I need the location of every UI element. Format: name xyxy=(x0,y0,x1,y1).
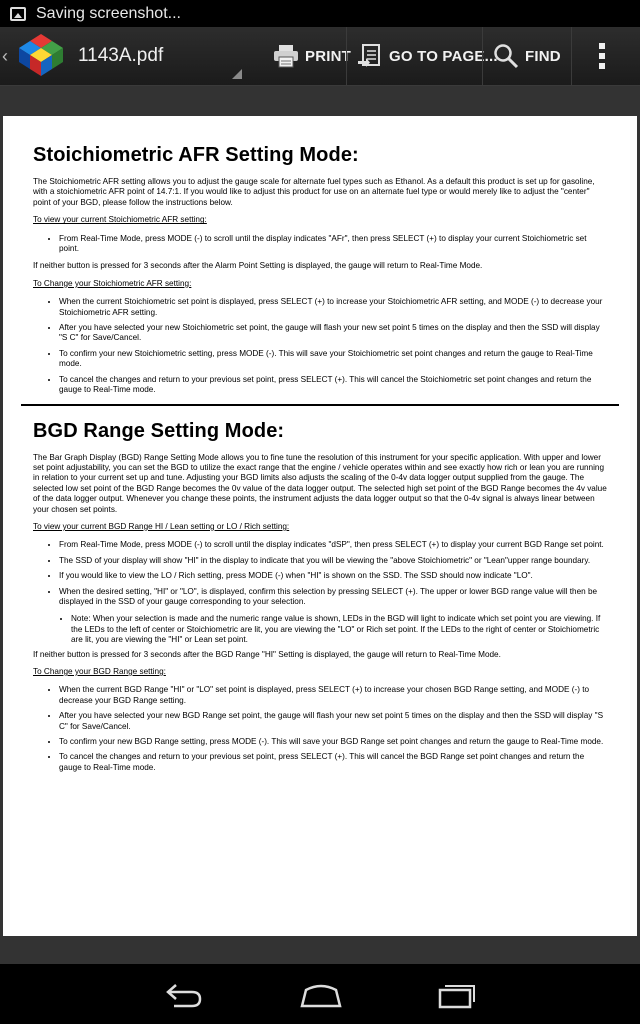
overflow-menu-icon xyxy=(599,43,605,69)
stoichiometric-change-heading: To Change your Stoichiometric AFR setting: xyxy=(33,278,192,288)
list-item: • To confirm your new Stoichiometric setting, press MODE (-). This will save your Stoichiometric set point changes and return the gauge to Real-Time mode. xyxy=(59,349,607,370)
app-bar xyxy=(0,27,640,86)
bgd-range-view-heading: To view your current BGD Range HI / Lean setting or LO / Rich setting: xyxy=(33,521,290,531)
list-item: • To cancel the changes and return to your previous set point, press SELECT (+). This will cancel the Stoichiometric set point changes and return the gauge to Real-Time mode. xyxy=(59,375,607,396)
go-to-page-label: GO TO PAGE... xyxy=(389,47,498,65)
bgd-range-note-list xyxy=(33,614,607,645)
section-divider xyxy=(21,404,619,406)
list-item: • Note: When your selection is made and the numeric range value is shown, LEDs in the BGD will light to indicate which set point you are viewing. If the LEDs to the left of center or Stoichiometric are lit, you are viewing the "LO" or Rich set point. If the LEDs to the right of center or Stoichiometric are lit, you are viewing the "HI" or Lean set point. xyxy=(71,614,607,645)
bgd-range-change-heading: To Change your BGD Range setting: xyxy=(33,667,166,676)
find-button[interactable] xyxy=(482,27,571,85)
list-item: • To confirm your new BGD Range setting, press MODE (-). This will save your BGD Range set point changes and return the gauge to Real-Time mode. xyxy=(59,737,607,747)
back-icon[interactable] xyxy=(164,980,204,1015)
section-title-bgd-range: BGD Range Setting Mode: xyxy=(33,419,285,442)
app-logo-icon[interactable] xyxy=(12,30,70,82)
section-title-stoichiometric: Stoichiometric AFR Setting Mode: xyxy=(33,144,359,166)
list-item: • After you have selected your new Stoichiometric set point, the gauge will flash your new set point 5 times on the display and then the SSD will display "S C" for Save/Cancel. xyxy=(59,323,607,344)
printer-icon xyxy=(273,44,299,68)
list-item: • When the current BGD Range "HI" or "LO" set point is displayed, press SELECT (+) to increase your chosen BGD Range setting, and MODE (-) to decrease your BGD Range setting. xyxy=(59,685,607,706)
stoichiometric-intro: The Stoichiometric AFR setting allows you to adjust the gauge scale for alternate fuel types such as Ethanol. As a default this product is set up for gasoline, with a stoichiometric AFR point of 14.7:1. If you would like to adjust this product for use on an alternate fuel type or would merely like to adjust the "center" point of your BGD, please follow the instructions below. xyxy=(33,177,595,207)
status-bar xyxy=(0,0,640,27)
document-filename[interactable]: 1143A.pdf xyxy=(78,45,164,66)
list-item: • If you would like to view the LO / Rich setting, press MODE (-) when "HI" is shown on the SSD. The SSD should now indicate "LO". xyxy=(59,571,607,581)
list-item: • To cancel the changes and return to your previous set point, press SELECT (+). This will cancel the BGD Range set point changes and return the gauge to Real-Time mode. xyxy=(59,752,607,773)
stoichiometric-change-list xyxy=(33,297,607,395)
file-dropdown-indicator-icon[interactable] xyxy=(232,69,242,79)
bgd-range-timeout-note: If neither button is pressed for 3 seconds after the BGD Range "HI" Setting is displayed, the gauge will return to Real-Time Mode. xyxy=(33,649,501,659)
search-icon xyxy=(493,43,519,69)
list-item: • When the current Stoichiometric set point is displayed, press SELECT (+) to increase your Stoichiometric AFR setting, and MODE (-) to decrease your Stoichiometric AFR setting. xyxy=(59,297,607,318)
find-label: FIND xyxy=(525,47,561,65)
list-item: • The SSD of your display will show "HI" in the display to indicate that you will be viewing the "above Stoichiometric" or "Lean"upper range boundary. xyxy=(59,556,607,566)
list-item: • After you have selected your new BGD Range set point, the gauge will flash your new set point 5 times on the display and then the SSD will display "S C" for Save/Cancel. xyxy=(59,711,607,732)
navigation-bar xyxy=(0,964,640,1024)
status-notification-text: Saving screenshot... xyxy=(36,4,181,22)
bgd-range-change-list xyxy=(33,685,607,773)
go-to-page-icon xyxy=(357,43,383,69)
recents-icon[interactable] xyxy=(437,980,477,1015)
image-icon xyxy=(10,7,26,21)
pdf-page[interactable] xyxy=(3,116,637,936)
list-item: • From Real-Time Mode, press MODE (-) to scroll until the display indicates "dSP", then press SELECT (+) to display your current BGD Range set point. xyxy=(59,540,607,550)
home-icon[interactable] xyxy=(299,980,343,1015)
stoichiometric-timeout-note: If neither button is pressed for 3 seconds after the Alarm Point Setting is displayed, the gauge will return to Real-Time Mode. xyxy=(33,261,483,271)
overflow-menu-button[interactable] xyxy=(571,27,631,85)
bgd-range-view-list xyxy=(33,540,607,607)
document-viewer[interactable] xyxy=(0,86,640,964)
bgd-range-intro: The Bar Graph Display (BGD) Range Setting Mode allows you to fine tune the resolution of this instrument for your specific application. With upper and lower set point adjustability, you can set the BGD to utilize the exact range that the engine / vehicle operates within and see exactly how rich or lean you are running in relation to your current set up and tune. Adjusting your BGD limits also adjusts the scaling of the 0-4v data logger output supplied from the gauge. The selected low set point of the BGD Range becomes the 0v value of the data logger output. The selected high set point of the BGD Range becomes the 4v value of the data logger output. Whenever you change these points, the instrument adjusts the data logger output so that the 0-4v signal is always linear between your chosen set points. xyxy=(33,452,607,514)
up-caret-icon[interactable]: ‹ xyxy=(2,45,8,66)
stoichiometric-view-heading: To view your current Stoichiometric AFR setting: xyxy=(33,215,207,225)
print-label: PRINT xyxy=(305,47,351,65)
stoichiometric-view-list xyxy=(33,234,607,255)
list-item: • When the desired setting, "HI" or "LO", is displayed, confirm this selection by pressing SELECT (+). The upper or lower BGD range value will then be displayed in the SSD of your gauge corresponding to your selection. xyxy=(59,587,607,608)
list-item: • From Real-Time Mode, press MODE (-) to scroll until the display indicates "AFr", then press SELECT (+) to display your current Stoichiometric set point. xyxy=(59,234,607,255)
